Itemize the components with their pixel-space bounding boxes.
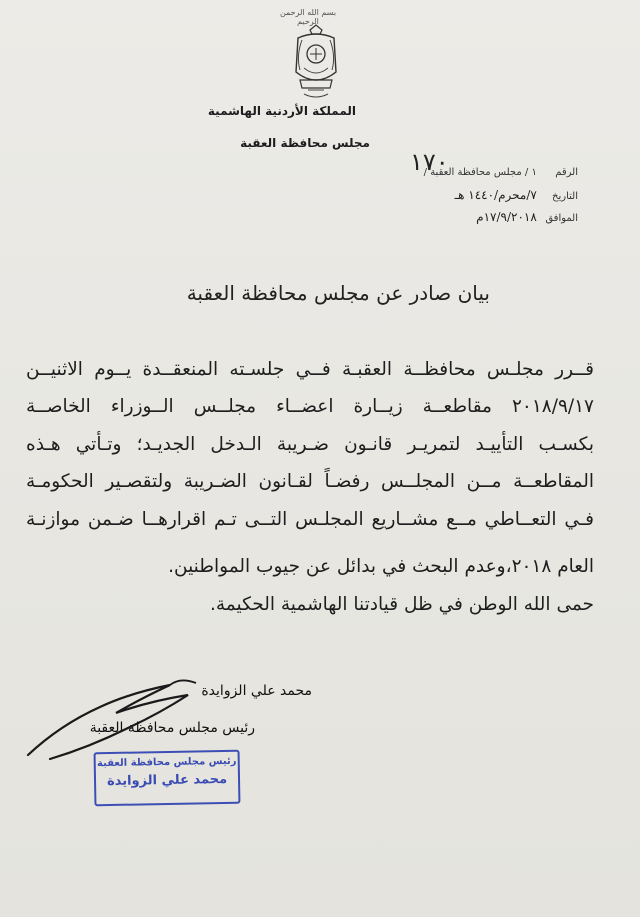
stamp-title: رئيس مجلس محافظة العقبة bbox=[96, 755, 237, 770]
reference-date-value: ٧/محرم/١٤٤٠ هـ bbox=[454, 188, 537, 202]
statement-title: بيان صادر عن مجلس محافظة العقبة bbox=[186, 281, 490, 305]
handwritten-signature bbox=[20, 655, 220, 765]
official-stamp bbox=[94, 750, 241, 807]
stamp-name: محمد علي الزوايدة bbox=[106, 771, 228, 790]
statement-line: بكسـب التأييـد لتمريـر قانـون ضـريبة الـدخل الجديـد؛ وتـأتي هـذه bbox=[26, 434, 594, 455]
kingdom-name: المملكة الأردنية الهاشمية bbox=[207, 104, 356, 118]
statement-line: ٢٠١٨/٩/١٧ مقاطعــة زيــارة اعضــاء مجلــس الــوزراء الخاصــة bbox=[26, 396, 594, 417]
council-name: مجلس محافظة العقبة bbox=[240, 136, 370, 150]
statement-line: فـي التعــاطي مــع مشــاريع المجلـس التــى تـم اقرارهــا ضـمن موازنـة bbox=[26, 509, 594, 530]
reference-corresponding-row bbox=[476, 210, 578, 224]
signatory-title: رئيس مجلس محافظة العقبة bbox=[89, 720, 255, 736]
signatory-name: محمد علي الزوايدة bbox=[201, 683, 312, 699]
statement-line: المقاطعــة مــن المجلــس رفضـاً لقـانون الضـريبة ولتقصـير الحكومـة bbox=[26, 471, 594, 492]
reference-number-value: ١ / مجلس محافظة العقبة / bbox=[423, 167, 537, 178]
reference-number-row bbox=[424, 167, 578, 178]
reference-number-handwritten: ١٧٠ bbox=[410, 148, 449, 176]
coat-of-arms-icon bbox=[290, 24, 342, 104]
statement-line: العام ٢٠١٨،وعدم البحث في بدائل عن جيوب المواطنين. bbox=[168, 556, 594, 577]
statement-line: قــرر مجلـس محافظــة العقبـة فــي جلسـته المنعقــدة يــوم الاثنيــن bbox=[26, 359, 594, 380]
reference-date-label: التاريخ bbox=[552, 191, 578, 202]
reference-date-row bbox=[455, 188, 578, 202]
statement-closing-line: حمى الله الوطن في ظل قيادتنا الهاشمية الحكيمة. bbox=[210, 594, 594, 615]
reference-corresponding-label: الموافق bbox=[545, 213, 578, 224]
reference-corresponding-value: ١٧/٩/٢٠١٨م bbox=[476, 210, 537, 224]
basmala-text: بسم الله الرحمن الرحيم bbox=[279, 8, 337, 26]
reference-number-label: الرقم bbox=[555, 167, 578, 178]
